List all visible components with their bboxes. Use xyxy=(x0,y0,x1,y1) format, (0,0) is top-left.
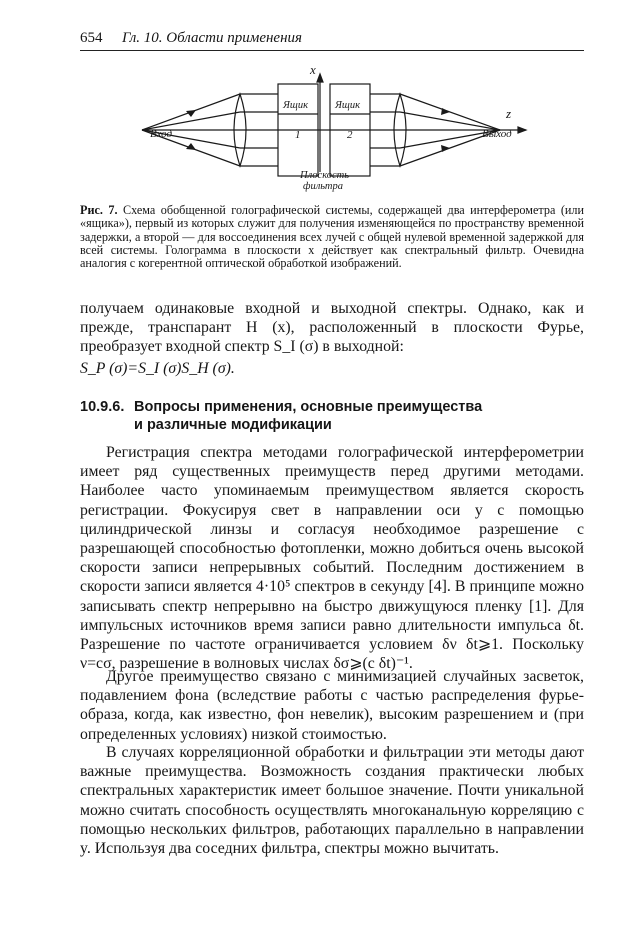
section-title-line-2: и различные модификации xyxy=(134,417,332,433)
caption-text: Схема обобщенной голографической системы, содержащей два интерферометра (или «ящика»), первый из которых служит для получения изменяющейся по пространству временной задержки, а второй — для воссоединения всех лучей с общей нулевой временной задержкой для всей системы. Голограмма в плоскости x действует как спектральный фильтр. Очевидна аналогия с когерентной оптической обработкой изображений. xyxy=(80,203,584,271)
page-number: 654 xyxy=(80,30,103,46)
z-axis-label: z xyxy=(506,106,512,121)
running-head xyxy=(80,28,584,51)
z-axis-arrow xyxy=(518,127,526,133)
section-number: 10.9.6. xyxy=(80,399,125,415)
paragraph-1: получаем одинаковые входной и выходной спектры. Однако, как и прежде, транспарант H (x), расположенный в плоскости Фурье, преобразует входной спектр S_I (σ) в выходной: xyxy=(80,300,584,356)
figure-caption xyxy=(80,204,584,270)
figure-diagram xyxy=(140,60,530,195)
x-axis-arrow xyxy=(317,74,323,82)
output-label: Выход xyxy=(482,128,512,140)
paragraph-2: Регистрация спектра методами голографической интерферометрии имеет ряд существенных преимуществ перед другими методами. Наиболее часто упоминаемым преимуществом является скорость регистрации. Фокусируя свет в направлении оси y с помощью цилиндрической линзы и согласуя необходимое разрешение с разрешающей способностью фотопленки, можно добиться очень высокой скорости записи непрерывных событий. Последним достижением в скорости записи является 4·10⁵ спектров в секунду [4]. В принципе можно записывать спектр непрерывно на быстро движущуюся пленку [1]. Для импульсных источников время записи равно длительности импульса δt. Разрешение по частоте ограничивается условием δν δt⩾1. Поскольку ν=cσ, разрешение в волновых числах δσ⩾(c δt)⁻¹. xyxy=(80,444,584,673)
input-label: Вход xyxy=(150,128,173,140)
x-axis-label: x xyxy=(310,62,316,77)
paragraph-3: Другое преимущество связано с минимизацией случайных засветок, подавлением фона (вследствие работы с частью распределения фурье-образа, когда, как известно, фон невелик), высоким разрешением и (при определенных условиях) низкой стоимостью. xyxy=(80,668,584,743)
section-title-line-1: Вопросы применения, основные преимущества xyxy=(134,399,483,415)
section-heading xyxy=(80,398,584,434)
paragraph-4: В случаях корреляционной обработки и фильтрации эти методы дают важные преимущества. Возможность создания практически любых спектральных характеристик имеет большое значение. Почти уникальной можно считать способность осуществлять многоканальную корреляцию с помощью нескольких фильтров, работающих параллельно в направлении y. Используя два соседних фильтра, спектры можно вычитать. xyxy=(80,744,584,858)
formula: S_P (σ)=S_I (σ)S_H (σ). xyxy=(80,360,235,377)
filter-plane-label-1: Плоскость xyxy=(300,170,349,181)
box-1-title: Ящик xyxy=(283,100,308,111)
box-2-number: 2 xyxy=(347,129,353,141)
caption-label: Рис. 7. xyxy=(80,203,118,217)
box-1-number: 1 xyxy=(295,129,301,141)
filter-plane-label-2: фильтра xyxy=(303,181,344,192)
chapter-title: Гл. 10. Области применения xyxy=(122,30,302,46)
box-2-title: Ящик xyxy=(335,100,360,111)
